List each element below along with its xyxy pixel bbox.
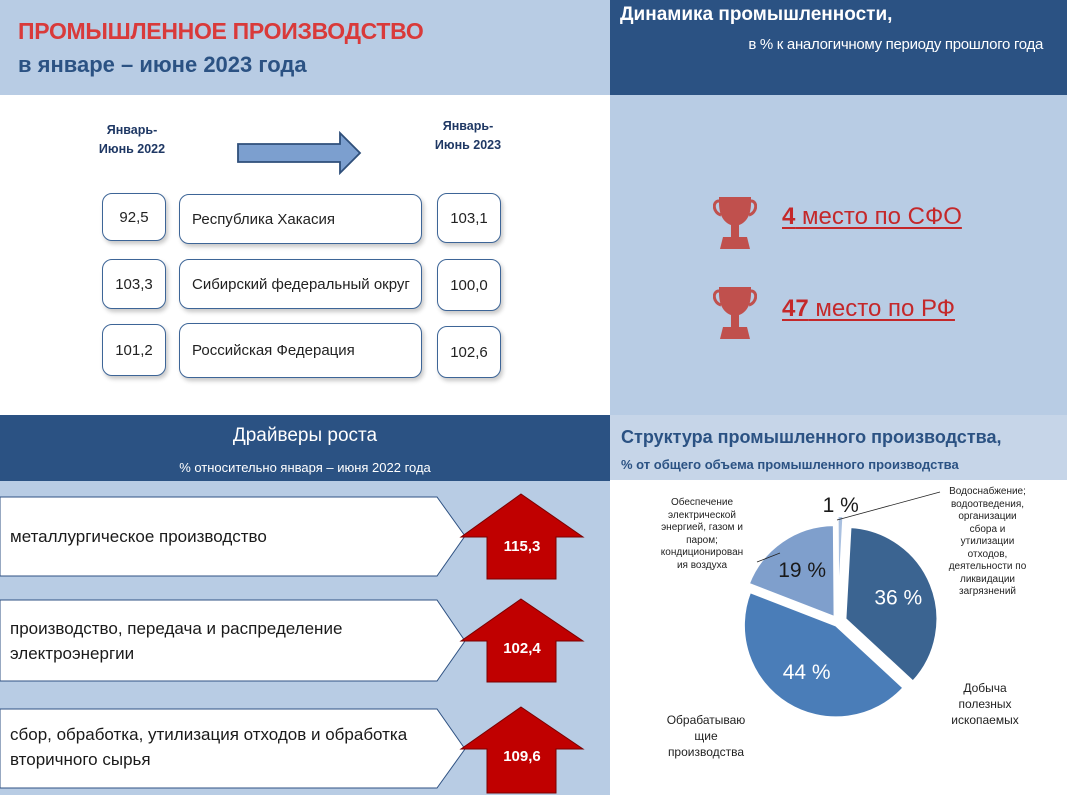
drivers-panel <box>0 481 610 795</box>
pie-note-water-line5: утилизации <box>960 536 1015 547</box>
driver-value-1: 115,3 <box>503 538 541 555</box>
pie-label-1: 36 % <box>874 586 923 610</box>
driver-label-3 <box>10 722 407 772</box>
driver-label-2 <box>10 616 342 666</box>
column-header-prev-line1: Январь- <box>106 123 158 137</box>
pie-note-manuf-line2: щие <box>694 729 718 743</box>
pie-note-energy-line6: ия воздуха <box>676 559 728 571</box>
pie-note-energy-line3: энергией, газом и <box>661 522 743 533</box>
pie-note-manuf-line3: производства <box>667 745 745 759</box>
pie-note-energy-line5: кондиционирован <box>660 547 744 558</box>
pie-note-mining <box>950 680 1020 728</box>
rank-sfo <box>782 203 962 231</box>
pie-label-2: 44 % <box>782 661 831 685</box>
pie-note-energy <box>652 497 752 572</box>
growth-arrow-icon <box>461 494 583 579</box>
pie-note-manuf-line1: Обрабатываю <box>666 713 746 727</box>
pie-note-mining-line1: Добыча <box>963 681 1007 695</box>
pie-note-manuf <box>660 712 752 760</box>
pie-label-4: 1 % <box>822 493 859 517</box>
pie-note-water-line7: деятельности по <box>948 561 1027 572</box>
region-khakassia: Республика Хакасия <box>179 194 422 244</box>
drivers-header <box>0 415 610 481</box>
driver-label-3-line1: сбор, обработка, утилизация отходов и обработка <box>10 725 408 744</box>
value-prev-sfo: 103,3 <box>102 259 166 309</box>
pie-label-3: 19 % <box>778 559 827 583</box>
structure-header <box>610 415 1067 480</box>
drivers-title: Драйверы роста <box>232 425 378 446</box>
pie-note-water-line6: отходов, <box>967 548 1008 560</box>
pie-note-energy-line2: электрической <box>668 509 736 521</box>
structure-subtitle: % от общего объема промышленного производства <box>621 457 959 472</box>
pie-note-water <box>935 486 1040 599</box>
driver-label-1 <box>10 524 267 549</box>
pie-note-water-line1: Водоснабжение; <box>949 486 1026 497</box>
pie-slice-4 <box>838 516 844 608</box>
driver-value-2: 102,4 <box>503 640 541 657</box>
column-header-curr <box>418 117 518 155</box>
driver-label-2-line1: производство, передача и распределение <box>10 619 343 638</box>
structure-title: Структура промышленного производства, <box>621 427 1002 447</box>
rank-rf-number: 47 <box>782 295 809 322</box>
comparison-panel <box>0 95 610 415</box>
column-header-curr-line1: Январь- <box>442 119 494 133</box>
pie-note-mining-line3: ископаемых <box>951 713 1019 727</box>
pie-note-water-line8: ликвидации <box>960 573 1015 585</box>
page-subtitle: в январе – июне 2023 года <box>18 52 307 77</box>
region-rf: Российская Федерация <box>179 323 422 378</box>
column-header-prev-line2: Июнь 2022 <box>98 142 166 156</box>
driver-label-2-line2: электроэнергии <box>10 644 135 663</box>
pie-note-water-line9: загрязнений <box>958 586 1017 597</box>
column-header-curr-line2: Июнь 2023 <box>434 138 502 152</box>
driver-label-1-line1: металлургическое производство <box>10 527 267 546</box>
pie-note-water-line4: сбора и <box>969 523 1006 535</box>
value-curr-khakassia: 103,1 <box>437 193 501 243</box>
pie-note-water-line3: организации <box>958 511 1017 522</box>
pie-note-energy-line1: Обеспечение <box>670 497 734 508</box>
rank-panel <box>610 95 1067 415</box>
rank-rf-text: место по РФ <box>808 295 955 322</box>
arrow-right-icon <box>236 131 364 175</box>
rank-rf <box>782 295 955 323</box>
rank-sfo-text: место по СФО <box>795 203 962 230</box>
header-right-panel <box>610 0 1067 95</box>
trophy-icon <box>713 195 757 251</box>
page-title: ПРОМЫШЛЕННОЕ ПРОИЗВОДСТВО <box>18 18 424 44</box>
rank-sfo-number: 4 <box>782 203 796 230</box>
trophy-icon <box>713 285 757 341</box>
value-prev-khakassia: 92,5 <box>102 193 166 241</box>
pie-note-energy-line4: паром; <box>686 534 718 546</box>
value-curr-rf: 102,6 <box>437 326 501 378</box>
dynamics-title: Динамика промышленности, <box>620 4 893 25</box>
region-sfo: Сибирский федеральный округ <box>179 259 422 309</box>
dynamics-subtitle: в % к аналогичному периоду прошлого года <box>748 36 1043 53</box>
pie-note-water-line2: водоотведения, <box>950 498 1025 510</box>
header-left-panel <box>0 0 610 95</box>
value-prev-rf: 101,2 <box>102 324 166 376</box>
pie-slices <box>744 516 938 717</box>
column-header-prev <box>82 121 182 159</box>
drivers-subtitle: % относительно января – июня 2022 года <box>179 460 431 475</box>
driver-value-3: 109,6 <box>503 748 541 765</box>
pie-note-mining-line2: полезных <box>958 697 1012 711</box>
driver-label-3-line2: вторичного сырья <box>10 750 151 769</box>
value-curr-sfo: 100,0 <box>437 259 501 311</box>
